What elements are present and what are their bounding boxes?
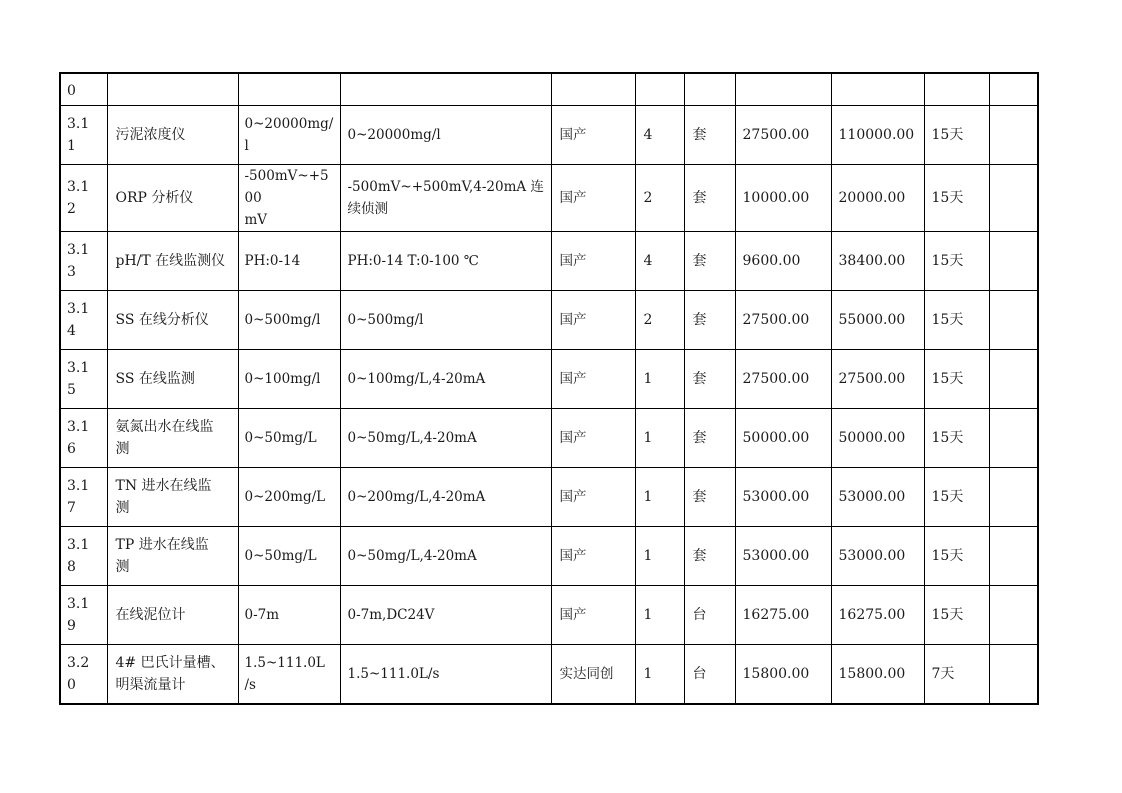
cell-name: 在线泥位计 bbox=[107, 586, 238, 645]
cell-spec bbox=[238, 73, 340, 106]
cell-spec: 0-7m bbox=[238, 586, 340, 645]
cell-remark bbox=[989, 586, 1038, 645]
cell-total bbox=[831, 73, 924, 106]
cell-price: 27500.00 bbox=[735, 291, 831, 350]
equipment-price-table bbox=[59, 72, 1039, 705]
cell-detail bbox=[340, 73, 551, 106]
cell-name: pH/T 在线监测仪 bbox=[107, 232, 238, 291]
cell-detail: 0~500mg/l bbox=[340, 291, 551, 350]
cell-unit: 套 bbox=[684, 232, 735, 291]
cell-unit: 套 bbox=[684, 165, 735, 232]
cell-name: 污泥浓度仪 bbox=[107, 106, 238, 165]
cell-name: SS 在线监测 bbox=[107, 350, 238, 409]
cell-unit: 台 bbox=[684, 586, 735, 645]
cell-unit: 套 bbox=[684, 468, 735, 527]
cell-seq: 3.2 0 bbox=[60, 645, 107, 705]
cell-spec: 0~20000mg/ l bbox=[238, 106, 340, 165]
cell-origin bbox=[551, 73, 635, 106]
cell-origin: 国产 bbox=[551, 350, 635, 409]
cell-origin: 实达同创 bbox=[551, 645, 635, 705]
cell-qty: 1 bbox=[635, 409, 684, 468]
cell-qty bbox=[635, 73, 684, 106]
cell-qty: 2 bbox=[635, 291, 684, 350]
cell-spec: 0~500mg/l bbox=[238, 291, 340, 350]
cell-remark bbox=[989, 350, 1038, 409]
cell-qty: 1 bbox=[635, 468, 684, 527]
cell-origin: 国产 bbox=[551, 527, 635, 586]
cell-spec: -500mV~+500 mV bbox=[238, 165, 340, 232]
table-row bbox=[60, 106, 1038, 165]
table-row bbox=[60, 586, 1038, 645]
cell-price: 27500.00 bbox=[735, 350, 831, 409]
cell-total: 55000.00 bbox=[831, 291, 924, 350]
cell-qty: 1 bbox=[635, 586, 684, 645]
table-row bbox=[60, 73, 1038, 106]
cell-delivery: 15天 bbox=[924, 165, 989, 232]
cell-delivery bbox=[924, 73, 989, 106]
table-row bbox=[60, 232, 1038, 291]
cell-spec: 0~50mg/L bbox=[238, 409, 340, 468]
cell-price: 53000.00 bbox=[735, 527, 831, 586]
cell-origin: 国产 bbox=[551, 468, 635, 527]
cell-unit bbox=[684, 73, 735, 106]
cell-qty: 1 bbox=[635, 527, 684, 586]
cell-total: 20000.00 bbox=[831, 165, 924, 232]
cell-qty: 1 bbox=[635, 645, 684, 705]
cell-origin: 国产 bbox=[551, 165, 635, 232]
cell-qty: 4 bbox=[635, 106, 684, 165]
table-row bbox=[60, 350, 1038, 409]
cell-remark bbox=[989, 232, 1038, 291]
cell-name: TP 进水在线监 测 bbox=[107, 527, 238, 586]
table-row bbox=[60, 645, 1038, 705]
cell-remark bbox=[989, 645, 1038, 705]
cell-spec: 1.5~111.0L /s bbox=[238, 645, 340, 705]
cell-detail: 0~50mg/L,4-20mA bbox=[340, 409, 551, 468]
cell-name: TN 进水在线监 测 bbox=[107, 468, 238, 527]
table-row bbox=[60, 165, 1038, 232]
cell-price: 27500.00 bbox=[735, 106, 831, 165]
cell-price bbox=[735, 73, 831, 106]
cell-total: 110000.00 bbox=[831, 106, 924, 165]
cell-unit: 套 bbox=[684, 409, 735, 468]
cell-seq: 3.1 7 bbox=[60, 468, 107, 527]
cell-detail: 0~50mg/L,4-20mA bbox=[340, 527, 551, 586]
cell-spec: 0~50mg/L bbox=[238, 527, 340, 586]
cell-name: SS 在线分析仪 bbox=[107, 291, 238, 350]
cell-origin: 国产 bbox=[551, 232, 635, 291]
cell-unit: 台 bbox=[684, 645, 735, 705]
cell-total: 38400.00 bbox=[831, 232, 924, 291]
cell-name: 4# 巴氏计量槽、 明渠流量计 bbox=[107, 645, 238, 705]
cell-detail: 0~20000mg/l bbox=[340, 106, 551, 165]
cell-spec: 0~200mg/L bbox=[238, 468, 340, 527]
cell-name: ORP 分析仪 bbox=[107, 165, 238, 232]
cell-seq: 3.1 5 bbox=[60, 350, 107, 409]
cell-total: 50000.00 bbox=[831, 409, 924, 468]
cell-detail: -500mV~+500mV,4-20mA 连 续侦测 bbox=[340, 165, 551, 232]
cell-origin: 国产 bbox=[551, 409, 635, 468]
cell-qty: 2 bbox=[635, 165, 684, 232]
cell-qty: 1 bbox=[635, 350, 684, 409]
cell-seq: 3.1 8 bbox=[60, 527, 107, 586]
cell-seq: 3.1 2 bbox=[60, 165, 107, 232]
cell-remark bbox=[989, 291, 1038, 350]
cell-remark bbox=[989, 165, 1038, 232]
cell-origin: 国产 bbox=[551, 586, 635, 645]
cell-delivery: 7天 bbox=[924, 645, 989, 705]
cell-seq: 0 bbox=[60, 73, 107, 106]
cell-delivery: 15天 bbox=[924, 409, 989, 468]
cell-unit: 套 bbox=[684, 106, 735, 165]
cell-unit: 套 bbox=[684, 527, 735, 586]
cell-total: 53000.00 bbox=[831, 527, 924, 586]
cell-delivery: 15天 bbox=[924, 232, 989, 291]
cell-spec: 0~100mg/l bbox=[238, 350, 340, 409]
cell-spec: PH:0-14 bbox=[238, 232, 340, 291]
cell-total: 15800.00 bbox=[831, 645, 924, 705]
cell-remark bbox=[989, 106, 1038, 165]
cell-seq: 3.1 3 bbox=[60, 232, 107, 291]
cell-name bbox=[107, 73, 238, 106]
cell-unit: 套 bbox=[684, 291, 735, 350]
cell-seq: 3.1 1 bbox=[60, 106, 107, 165]
cell-price: 50000.00 bbox=[735, 409, 831, 468]
cell-unit: 套 bbox=[684, 350, 735, 409]
cell-delivery: 15天 bbox=[924, 468, 989, 527]
cell-remark bbox=[989, 409, 1038, 468]
cell-name: 氨氮出水在线监 测 bbox=[107, 409, 238, 468]
cell-origin: 国产 bbox=[551, 291, 635, 350]
cell-price: 16275.00 bbox=[735, 586, 831, 645]
cell-qty: 4 bbox=[635, 232, 684, 291]
cell-total: 53000.00 bbox=[831, 468, 924, 527]
cell-total: 16275.00 bbox=[831, 586, 924, 645]
cell-total: 27500.00 bbox=[831, 350, 924, 409]
table-row bbox=[60, 527, 1038, 586]
cell-origin: 国产 bbox=[551, 106, 635, 165]
cell-seq: 3.1 6 bbox=[60, 409, 107, 468]
table-row bbox=[60, 409, 1038, 468]
cell-seq: 3.1 4 bbox=[60, 291, 107, 350]
cell-price: 9600.00 bbox=[735, 232, 831, 291]
cell-delivery: 15天 bbox=[924, 586, 989, 645]
cell-detail: 0~100mg/L,4-20mA bbox=[340, 350, 551, 409]
cell-delivery: 15天 bbox=[924, 106, 989, 165]
cell-remark bbox=[989, 73, 1038, 106]
cell-delivery: 15天 bbox=[924, 527, 989, 586]
cell-price: 15800.00 bbox=[735, 645, 831, 705]
cell-remark bbox=[989, 527, 1038, 586]
cell-price: 53000.00 bbox=[735, 468, 831, 527]
cell-detail: 0~200mg/L,4-20mA bbox=[340, 468, 551, 527]
cell-detail: 0-7m,DC24V bbox=[340, 586, 551, 645]
cell-price: 10000.00 bbox=[735, 165, 831, 232]
cell-detail: PH:0-14 T:0-100 ℃ bbox=[340, 232, 551, 291]
table-body bbox=[60, 73, 1038, 704]
table-row bbox=[60, 468, 1038, 527]
table-row bbox=[60, 291, 1038, 350]
cell-remark bbox=[989, 468, 1038, 527]
cell-delivery: 15天 bbox=[924, 291, 989, 350]
cell-seq: 3.1 9 bbox=[60, 586, 107, 645]
cell-delivery: 15天 bbox=[924, 350, 989, 409]
cell-detail: 1.5~111.0L/s bbox=[340, 645, 551, 705]
